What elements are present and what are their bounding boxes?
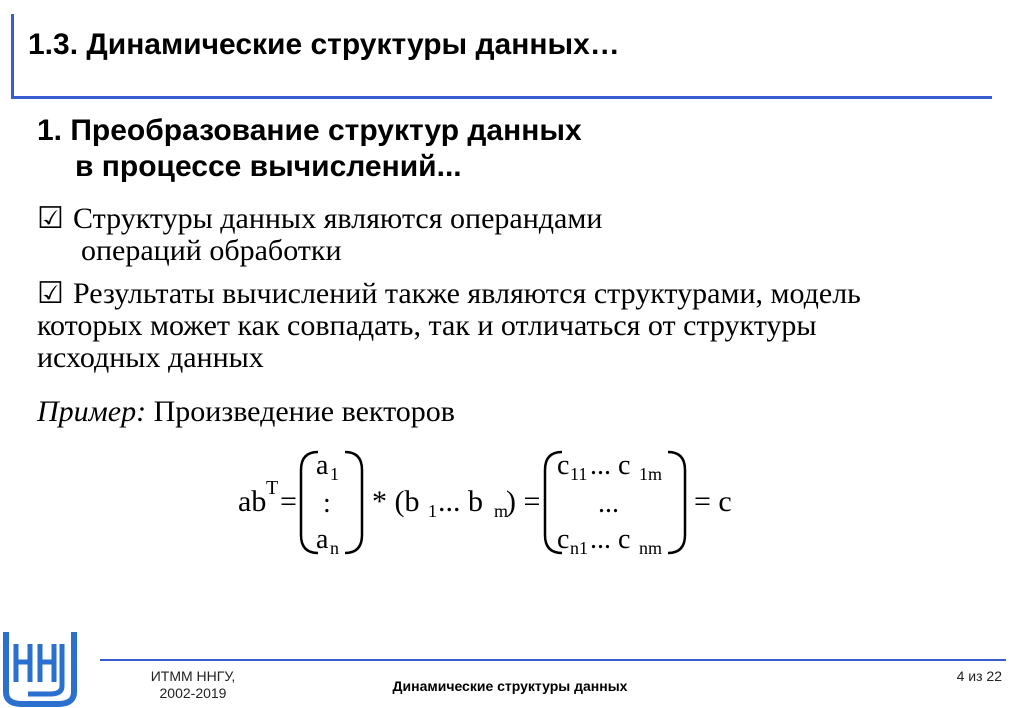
matrix-bot-sub1: n1: [570, 538, 588, 558]
matrix-top-sub2: 1m: [639, 464, 663, 484]
matrix-top-sub1: 11: [570, 464, 588, 484]
formula-lhs: ab: [238, 485, 267, 518]
matrix-top-mid: ... c: [590, 450, 631, 481]
matrix-bot-c: c: [557, 524, 570, 555]
subheading-line2: в процессе вычислений...: [75, 150, 462, 183]
checkbox-checked-icon: ☑: [37, 277, 64, 310]
bullet2-line3: исходных данных: [37, 341, 264, 374]
footer-org-line1: ИТММ ННГУ,: [150, 668, 236, 684]
footer-course-title: Динамические структуры данных: [392, 678, 628, 694]
footer-organization: [128, 668, 258, 702]
vector-a-bot: a: [316, 524, 329, 555]
example-text: Произведение векторов: [153, 395, 455, 428]
formula-lhs-sup: T: [266, 477, 279, 499]
matrix-mid: ...: [598, 488, 619, 519]
footer-org-line2: 2002-2019: [159, 685, 227, 701]
vector-a-top: a: [316, 450, 329, 481]
matrix-bot-mid: ... c: [590, 524, 631, 555]
slide-title: 1.3. Динамические структуры данных…: [28, 28, 620, 61]
vector-a-top-sub: 1: [330, 464, 339, 484]
bullet2-line2: которых может как совпадать, так и отличаться от структуры: [37, 309, 817, 342]
footer-divider: [100, 659, 1006, 661]
formula-equals1: =: [280, 485, 297, 518]
checkbox-checked-icon: ☑: [37, 202, 64, 235]
subheading-line1: 1. Преобразование структур данных: [37, 114, 582, 147]
formula-b-dots: ... b: [438, 485, 483, 518]
matrix-bot-sub2: nm: [639, 538, 663, 558]
formula-bm-sub: m: [494, 501, 509, 521]
vector-a-mid: :: [323, 488, 331, 519]
bullet2-line1: Результаты вычислений также являются структурами, модель: [73, 277, 861, 310]
example-label: Пример:: [37, 395, 147, 428]
formula-rhs: = c: [694, 485, 732, 518]
vector-a-bot-sub: n: [330, 538, 339, 558]
vector-a-right-bracket: [345, 452, 362, 553]
matrix-top-c: c: [557, 450, 570, 481]
matrix-right-bracket: [668, 452, 685, 553]
bullet1-line1: Структуры данных являются операндами: [73, 202, 603, 235]
footer-page-number: 4 из 22: [956, 668, 1002, 684]
formula-times: * (b: [372, 485, 420, 518]
formula-close-paren: ) =: [506, 485, 541, 518]
formula-b1-sub: 1: [428, 501, 437, 521]
university-logo-icon: [0, 622, 80, 708]
bullet1-line2: операций обработки: [81, 234, 342, 267]
